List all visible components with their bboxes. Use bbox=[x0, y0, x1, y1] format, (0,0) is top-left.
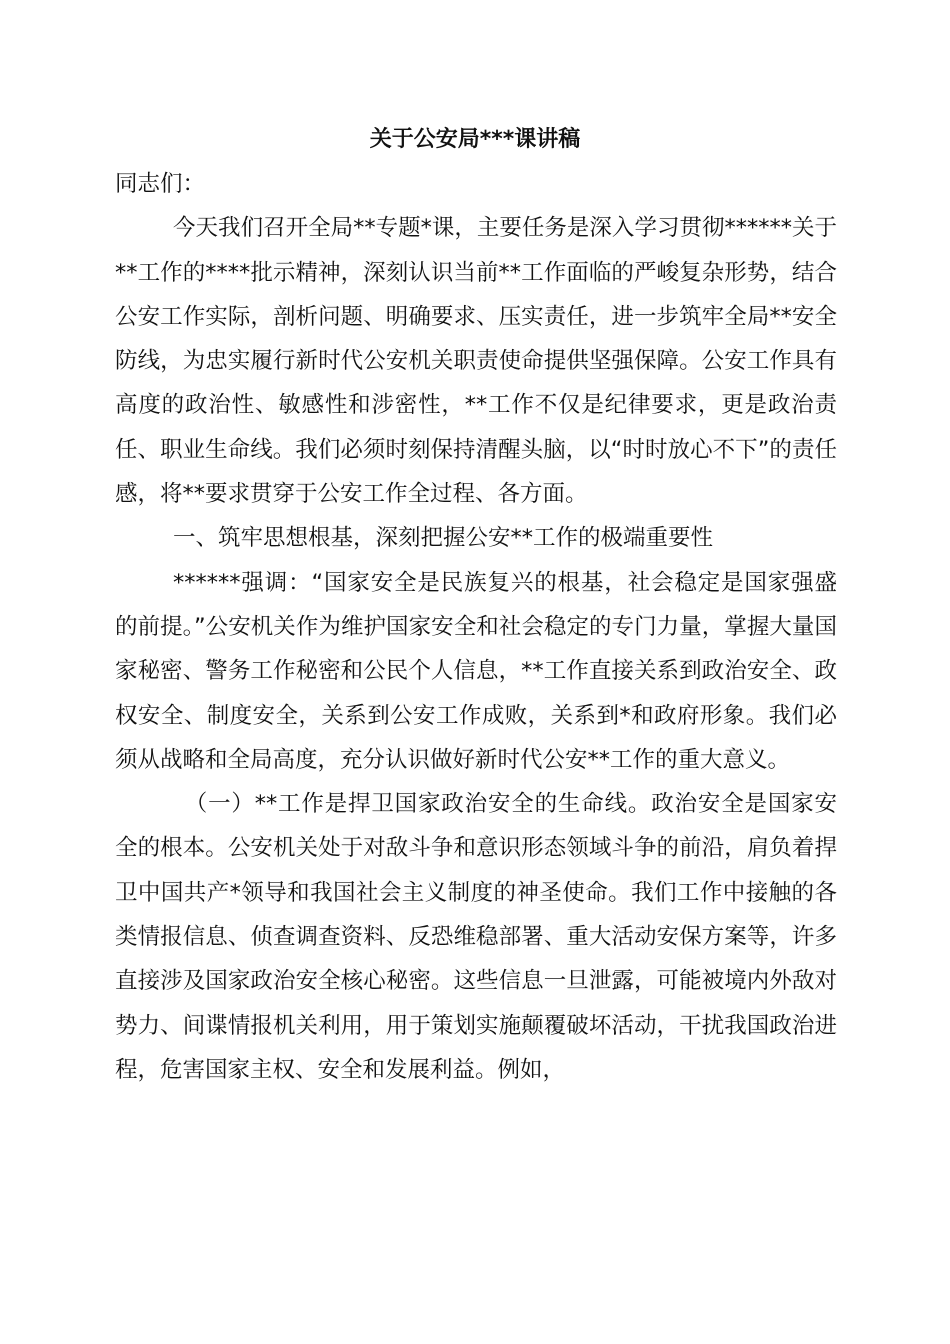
document-body bbox=[115, 162, 837, 1092]
paragraph-subsection-1: （一）**工作是捍卫国家政治安全的生命线。政治安全是国家安全的根本。公安机关处于对敌斗争和意识形态领域斗争的前沿，肩负着捍卫中国共产*领导和我国社会主义制度的神圣使命。我们工作中接触的各类情报信息、侦查调查资料、反恐维稳部署、重大活动安保方案等，许多直接涉及国家政治安全核心秘密。这些信息一旦泄露，可能被境内外敌对势力、间谍情报机关利用，用于策划实施颠覆破坏活动，干扰我国政治进程，危害国家主权、安全和发展利益。例如， bbox=[115, 791, 837, 1083]
paragraph-quote: ******强调：“国家安全是民族复兴的根基，社会稳定是国家强盛的前提。”公安机关作为维护国家安全和社会稳定的专门力量，掌握大量国家秘密、警务工作秘密和公民个人信息，**工作直接关系到政治安全、政权安全、制度安全，关系到公安工作成败，关系到*和政府形象。我们必须从战略和全局高度，充分认识做好新时代公安**工作的重大意义。 bbox=[115, 569, 837, 773]
document-title: 关于公安局***课讲稿 bbox=[369, 127, 581, 152]
section-heading-1: 一、筑牢思想根基，深刻把握公安**工作的极端重要性 bbox=[173, 525, 714, 552]
salutation: 同志们： bbox=[115, 171, 206, 197]
paragraph-intro: 今天我们召开全局**专题*课，主要任务是深入学习贯彻******关于**工作的****批示精神，深刻认识当前**工作面临的严峻复杂形势，结合公安工作实际，剖析问题、明确要求、压实责任，进一步筑牢全局**安全防线，为忠实履行新时代公安机关职责使命提供坚强保障。公安工作具有高度的政治性、敏感性和涉密性，**工作不仅是纪律要求，更是政治责任、职业生命线。我们必须时刻保持清醒头脑，以“时时放心不下”的责任感，将**要求贯穿于公安工作全过程、各方面。 bbox=[115, 215, 837, 508]
